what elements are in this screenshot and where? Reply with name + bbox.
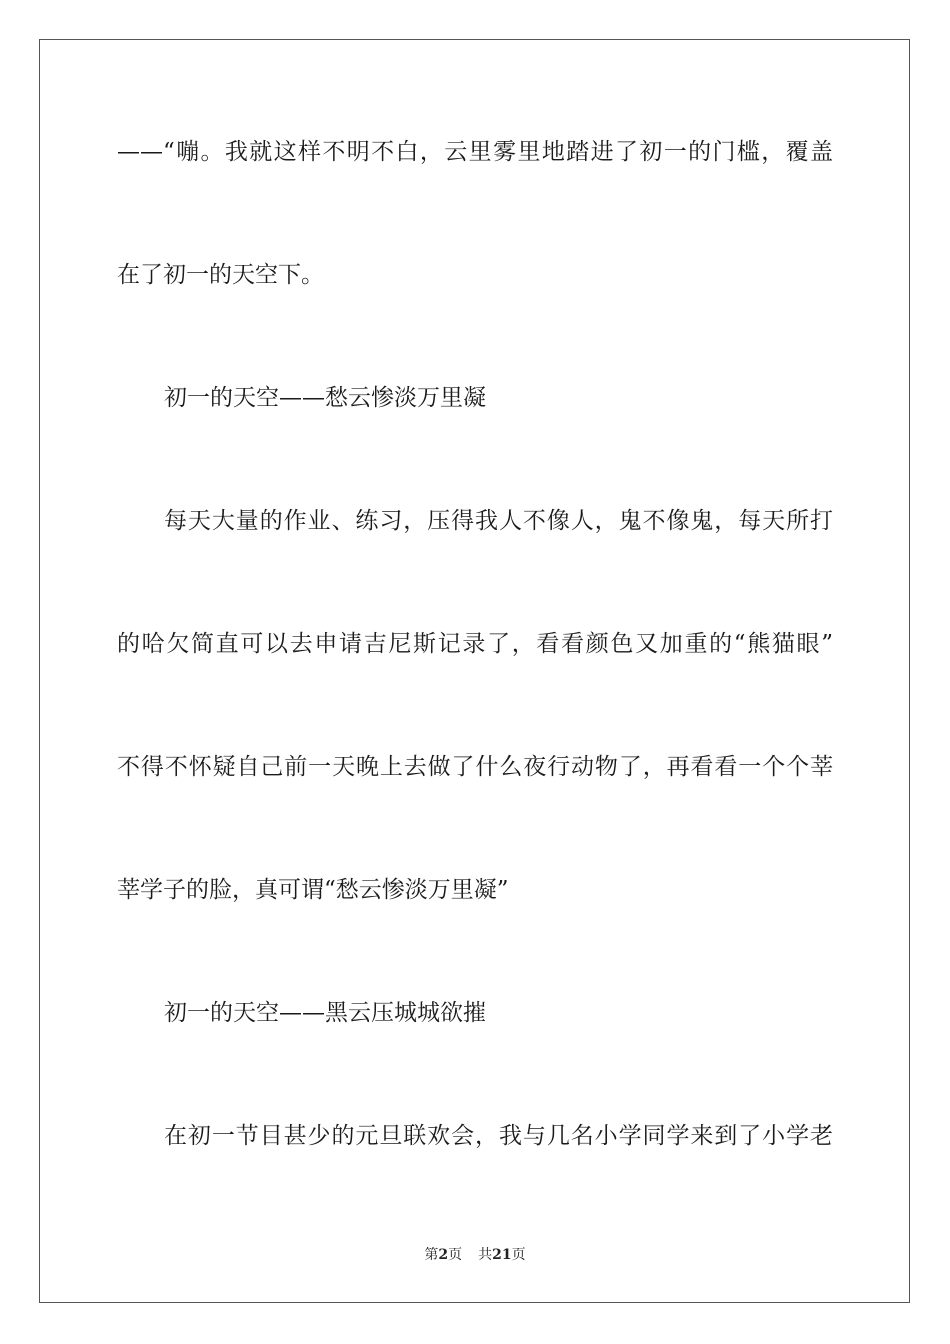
section-heading-2: 初一的天空——黑云压城城欲摧 (164, 1000, 486, 1026)
page-suffix: 页 (448, 1247, 463, 1263)
text-line-6: 莘学子的脸，真可谓“愁云惨淡万里凝” (117, 877, 509, 903)
total-prefix: 共 (478, 1247, 493, 1263)
total-suffix: 页 (511, 1247, 526, 1263)
text-line-1: ——“嘣。我就这样不明不白，云里雾里地踏进了初一的门槛，覆盖 (117, 139, 833, 165)
text-line-7: 在初一节目甚少的元旦联欢会，我与几名小学同学来到了小学老 (164, 1123, 833, 1149)
text-line-5: 不得不怀疑自己前一天晚上去做了什么夜行动物了，再看看一个个莘 (117, 754, 833, 780)
page-prefix: 第 (424, 1247, 439, 1263)
section-heading-1: 初一的天空——愁云惨淡万里凝 (164, 385, 486, 411)
page-number: 2 (438, 1247, 449, 1263)
page-border (39, 39, 910, 1303)
text-line-3: 每天大量的作业、练习，压得我人不像人，鬼不像鬼，每天所打 (164, 508, 833, 534)
text-line-4: 的哈欠简直可以去申请吉尼斯记录了，看看颜色又加重的“熊猫眼” (117, 631, 833, 657)
text-line-2: 在了初一的天空下。 (117, 262, 324, 288)
page-footer (0, 1246, 950, 1264)
total-pages: 21 (492, 1247, 512, 1263)
